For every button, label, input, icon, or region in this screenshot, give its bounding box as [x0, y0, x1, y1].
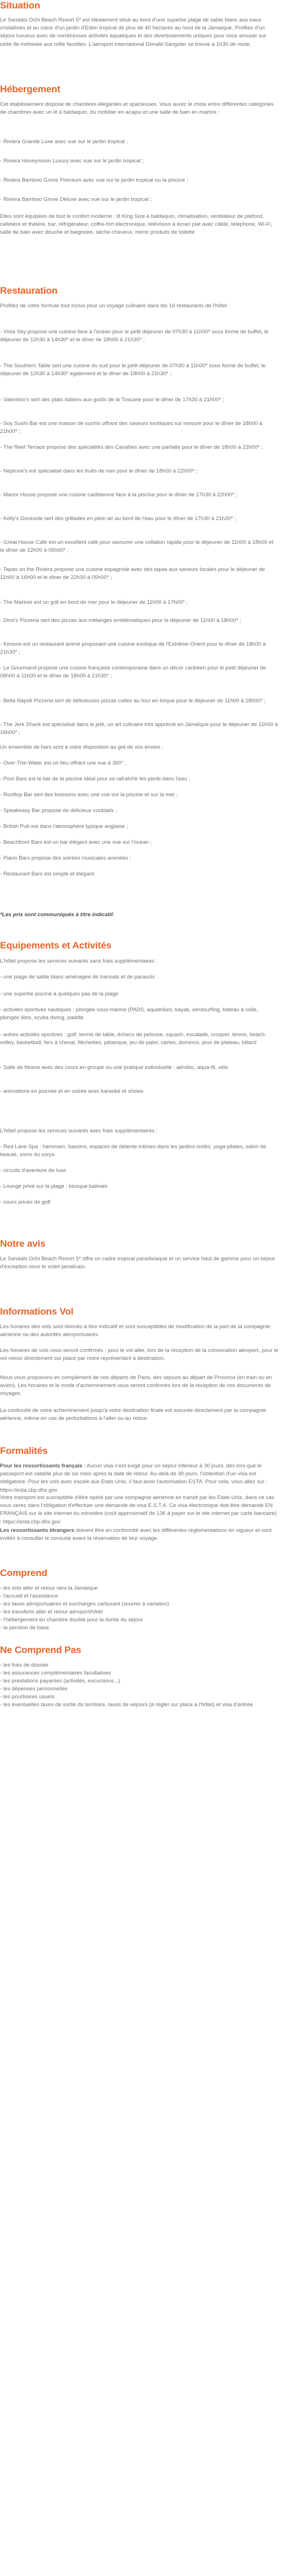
excluded-item: - les pourboires usuels: [0, 1694, 55, 1700]
restauration-intro: Profitez de votre formule tout inclus pour un voyage culinaire dans les 16 restaurants de l'hôtel :: [0, 303, 230, 309]
excluded-item: - les dépenses personnelles: [0, 1686, 68, 1692]
included-item: - la pension de base: [0, 1625, 49, 1631]
included-item: - les taxes aéroportuaires et surcharges carburant (soumis à variation): [0, 1601, 169, 1607]
formalites-esta: Votre transport est susceptible d'être opéré par une compagnie aérienne en transit par les Etats-Unis, dans ce cas vous serez dans l'obligation d'effectuer une demande de visa E.S.T.A. Ce visa électronique doit être demandé EN FRANÇAIS sur le site internet du ministère (coût approximatif de 13€ à payer sur le site internet par carte bancaire) : https://esta.cbp.dhs.gov: [0, 1495, 277, 1525]
bar-item: - Speakeasy Bar propose de délicieux cocktails ;: [0, 808, 117, 814]
restaurant-item: - Tapas on the Riviera propose une cuisine espagnole avec des tapas aux saveurs locales pour le déjeuner de 11h00 à 16h00 et le dîner de 22h30 à 05h00* ;: [0, 566, 265, 581]
section-title-ne-comprend: Ne Comprend Pas: [0, 1645, 82, 1655]
bar-item: - Over-The-Water est un lieu offrant une vue à 360° ;: [0, 760, 127, 766]
excluded-item: - les éventuelles taxes de sortie du territoire, taxes de séjours (à régler sur place à l'hôtel) et visa d'entrée: [0, 1702, 253, 1708]
restaurant-item: - Great House Café est un excellent café pour savourer une collation rapide pour le déjeuner de 11h00 à 18h00 et le dîner de 22h00 à 05h00* ;: [0, 539, 274, 554]
excluded-item: - les prestations payantes (activités, excursions...): [0, 1678, 121, 1684]
restaurant-item: - Vista Sky propose une cuisine face à l'océan pour le petit déjeuner de 07h30 à 11h00* sous forme de buffet, le déjeuner de 12h30 à 14h30* et le dîner de 18h00 à 21h30* ;: [0, 329, 269, 344]
restaurant-item: - Neptune's est spécialisé dans les fruits de mer pour le dîner de 18h00 à 22h00* ;: [0, 468, 198, 474]
bar-item: - British Pub est dans l'atmosphère typique anglaise ;: [0, 823, 128, 830]
section-title-comprend: Comprend: [0, 1568, 48, 1578]
room-item: - Riviera Honeymoon Luxury avec vue sur le jardin tropical ;: [0, 158, 144, 164]
restaurant-item: - Bella Napoli Pizzeria sert de délicieuses pizzas cuites au four en brique pour le déjeuner de 11h00 à 18h00* ;: [0, 698, 266, 704]
vol-paragraph: La continuité de votre acheminement jusqu'à votre destination finale est assurée directement par la compagnie aérienne, même en cas de perturbations à l'aller ou au retour.: [0, 1407, 267, 1422]
section-title-situation: Situation: [0, 0, 40, 11]
restaurant-item: - Valentino's sert des plats italiens aux goûts de la Toscane pour le dîner de 17h30 à 21h00* ;: [0, 397, 224, 403]
restaurant-item: - The Jerk Shack est spécialisé dans le jerk, un art culinaire très apprécié en Jamaïque pour le déjeuner de 11h00 à 16h00* ;: [0, 722, 278, 736]
restaurant-item: - Soy Sushi Bar est une maison de sushis offrant des saveurs exotiques sur mesure pour le dîner de 18h00 à 21h00* ;: [0, 420, 263, 435]
section-title-formalites: Formalités: [0, 1445, 48, 1456]
formalites-lead: Pour les ressortissants français: [0, 1463, 83, 1469]
vol-paragraph: Les horaires des vols sont donnés à titre indicatif et sont susceptibles de modification de la part de la compagnie aérienne ou des autorités aéroportuaires.: [0, 1324, 271, 1338]
free-service-item: - activités sportives nautiques : plongée sous-marine (PADI), aquatrikes, kayak, windsurfing, bateau à voile, plongée libre, scuba diving, paddle: [0, 1007, 258, 1021]
free-service-item: - une plage de sable blanc aménagée de transats et de parasols: [0, 974, 155, 980]
restaurant-item: - The Reef Terrace propose des spécialités des Caraïbes avec une parfaite pour le dîner de 18h00 à 22h00* ;: [0, 444, 263, 450]
free-service-item: - une superbe piscine à quelques pas de la plage: [0, 991, 119, 997]
section-title-avis: Notre avis: [0, 1238, 46, 1249]
bars-intro: Un ensemble de bars sont à votre disposition au gré de vos envies :: [0, 744, 164, 750]
free-services-intro: L'hôtel propose les services suivants sans frais supplémentaires :: [0, 958, 158, 964]
included-item: - l'hébergement en chambre double pour la durée du séjour: [0, 1617, 143, 1623]
free-service-item: - autres activités sportives : golf, tennis de table, échecs de pelouse, squash, escalade, croquet, tennis, beach-volley, basketball, fers à cheval, fléchettes, pétanque, jeu de palet, cartes, dominos, jeux de plateau, billard: [0, 1032, 267, 1046]
restaurant-item: - Dino's Pizzeria sert des pizzas aux mélanges emblématiques pour le déjeuner de 11h00 à 18h00* ;: [0, 617, 242, 624]
free-service-item: - animations en journée et en soirée avec karaoké et shows: [0, 1088, 144, 1094]
vol-paragraph: Nous vous proposons en complément de nos départs de Paris, des séjours au départ de Province (en train ou en avion). Les horaires et le mode d'acheminement vous seront confirmés lors de la réception de vos documents de voyages.: [0, 1375, 272, 1397]
paid-service-item: - Lounge privé sur la plage : kiosque balinais: [0, 1183, 108, 1190]
paid-service-item: - cours privés de golf: [0, 1199, 51, 1205]
formalites-lead-foreign: Les ressortissants étrangers: [0, 1527, 75, 1534]
included-item: - les vols aller et retour vers la Jamaïque: [0, 1585, 98, 1591]
free-service-item: - Salle de fitness avec des cours en groupe ou une pratique individuelle : aérobic, aqua-fit, vélo: [0, 1064, 229, 1071]
section-title-equipements: Equipements et Activités: [0, 940, 112, 951]
section-title-hebergement: Hébergement: [0, 84, 61, 95]
excluded-item: - les assurances complémentaires facultatives: [0, 1670, 112, 1676]
formalites-text: : Aucun visa n'est exigé pour un séjour inférieur à 30 jours, dès lors que le passeport est valable plus de six mois après la date de retour. Au-delà de 30 jours, l'obtention d'un visa est obligatoire. Pour les vols avec escale aux Etats Unis, il faut avoir l'autorisation ESTA. Pour cela, vous allez sur : https://esta.cbp.dhs.gov: [0, 1463, 268, 1493]
room-item: - Riviera Grande Luxe avec vue sur le jardin tropical ;: [0, 139, 128, 145]
restaurant-item: - Le Gourmand propose une cuisine française contemporaine dans un décor caribéen pour le petit déjeuner de 08h00 à 11h00 et le dîner de 18h00 à 21h30* ;: [0, 665, 266, 680]
bar-item: - Beachfront Bars est un bar élégant avec une vue sur l'océan ;: [0, 839, 152, 845]
section-title-vol: Informations Vol: [0, 1306, 74, 1317]
bar-item: - Pool Bars est le bar de la piscine idéal pour se rafraîchir les pieds dans l'eau ;: [0, 776, 190, 782]
restaurant-item: - The Southern Table sert une cuisine du sud pour le petit déjeuner de 07h30 à 11h00* sous forme de buffet, le déjeuner de 12h30 à 14h30* également et le dîner de 18h00 à 21h30* ;: [0, 363, 266, 377]
bar-item: - Restaurant Bars est simple et élégant.: [0, 871, 96, 877]
restaurant-item: - The Mariner est un grill en bord de mer pour le déjeuner de 11h00 à 17h00* ;: [0, 599, 188, 606]
included-item: - les transferts aller et retour aéroport/hôtel: [0, 1609, 103, 1615]
paid-services-intro: L'hôtel propose les services suivants avec frais supplémentaires :: [0, 1128, 158, 1134]
restaurant-item: - Kimono est un restaurant animé proposant une cuisine exotique de l'Extrême-Orient pour le dîner de 18h00 à 21h30* ;: [0, 641, 266, 656]
formalites-foreign: [0, 1527, 278, 1543]
formalites-french: [0, 1462, 278, 1495]
price-note: *Les prix sont communiqués à titre indicatif.: [0, 912, 115, 918]
restaurant-item: - Kelly's Dockside sert des grillades en plein air au bord de l'eau pour le dîner de 17h30 à 21h30* ;: [0, 516, 236, 522]
formalites-text-foreign: doivent être en conformité avec les différentes réglementations en vigueur et sont invités à consulter le consulat avant la réservation de leur voyage.: [0, 1527, 272, 1542]
bar-item: - Rooftop Bar sert des boissons avec une vue sur la piscine et sur la mer ;: [0, 792, 178, 798]
situation-text: Le Sandals Ochi Beach Resort 5* est idéalement situé au bord d'une superbe plage de sable blanc aux eaux cristallines et au cœur d'un jardin d'Eden tropical de plus de 40 hectares au nord de la Jamaïque. Profitez d'un séjour luxueux avec de nombreuses activités aquatiques et des divertissements uniques pour vous amuser sur cette île métissée aux mille facettes. L'aéroport international Donald-Sangster se trouve à 1h30 de route.: [0, 17, 267, 48]
included-item: - l'accueil et l'assistance: [0, 1593, 58, 1599]
bar-item: - Piano Bars propose des soirées musicales animées ;: [0, 855, 131, 861]
paid-service-item: - circuits d'aventure de luxe: [0, 1167, 66, 1174]
restaurant-item: - Manor House propose une cuisine caribéenne face à la piscine pour le dîner de 17h30 à 22h00* ;: [0, 492, 238, 498]
avis-text: Le Sandals Ochi Beach Resort 5* offre un cadre tropical paradisiaque et un service haut de gamme pour un séjour d'exception sous le soleil jamaïcain.: [0, 1256, 276, 1270]
room-equipment: Elles sont équipées de tout le confort moderne : lit King Size à baldaquin, climatisation, ventilateur de plafond, cafetière et théière, bar, réfrigérateur, coffre-fort électronique, télévision à écran plat avec câble, téléphone, Wi-Fi, salle de bain avec douche et baignoire, sèche-cheveux, miroir produits de toilette: [0, 213, 272, 236]
excluded-item: - les frais de dossier: [0, 1662, 49, 1668]
hebergement-intro: Cet établissement dispose de chambres élégantes et spacieuses. Vous aurez le choix entre différentes catégories de chambres avec un lit à baldaquin, du mobilier en acajou et une salle de bain en marbre :: [0, 101, 274, 116]
paid-service-item: - Red Lane Spa : hammam, bassins, espaces de détente intimes dans les jardins isolés, yoga-pilates, salon de beauté, soins du corps: [0, 1144, 267, 1158]
room-item: - Riviera Bamboo Grove Deluxe avec vue sur le jardin tropical ;: [0, 196, 152, 203]
room-item: - Riviera Bamboo Grove Premium avec vue sur le jardin tropical ou la piscine ;: [0, 177, 188, 183]
section-title-restauration: Restauration: [0, 285, 58, 296]
vol-paragraph: Les horaires de vols vous seront confirmés : pour le vol aller, lors de la réception de la convocation aéroport, pour le vol retour directement sur place par notre représentant à destination.: [0, 1347, 278, 1362]
